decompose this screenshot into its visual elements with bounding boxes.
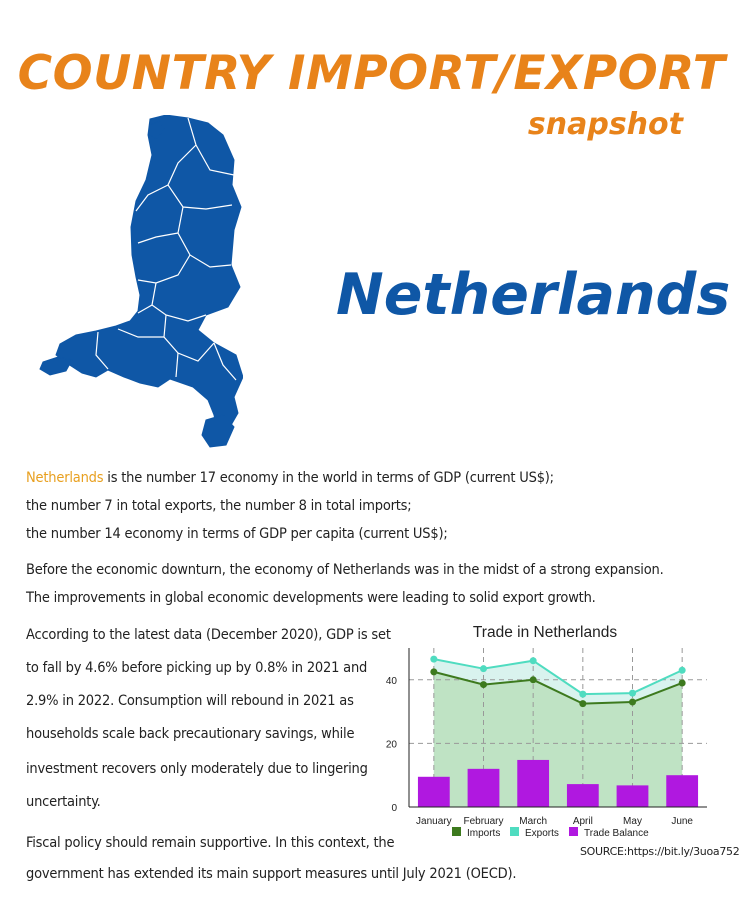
y-tick-label: 20: [385, 739, 397, 751]
imports-point: [430, 668, 437, 675]
x-tick-label: April: [572, 816, 593, 827]
imports-point: [679, 679, 686, 686]
exports-point: [579, 691, 586, 698]
outlook-line-5: investment recovers only moderately due to lingering: [26, 761, 368, 777]
chart-title: Trade in Netherlands: [472, 624, 618, 641]
x-tick-label: March: [519, 816, 548, 827]
legend-swatch: [452, 827, 461, 836]
legend-label: Imports: [467, 828, 501, 839]
legend-swatch: [510, 827, 519, 836]
y-tick-label: 40: [385, 675, 397, 687]
outlook-line-2: to fall by 4.6% before picking up by 0.8% in 2021 and: [26, 660, 368, 676]
imports-point: [579, 700, 586, 707]
fiscal-line-1: Fiscal policy should remain supportive. In this context, the: [26, 835, 395, 851]
map-island-south: [40, 357, 72, 375]
imports-point: [530, 676, 537, 683]
imports-point: [629, 699, 636, 706]
intro-line-1: [26, 470, 554, 486]
source-note: SOURCE:https://bit.ly/3uoa752: [580, 845, 740, 858]
intro-line-2: the number 7 in total exports, the number 8 in total imports;: [26, 498, 412, 514]
map-mainland: [56, 115, 243, 433]
trade-balance-bar: [468, 769, 500, 807]
intro-line-3: the number 14 economy in terms of GDP per capita (current US$);: [26, 526, 448, 542]
trade-balance-bar: [617, 785, 649, 807]
fiscal-line-2: government has extended its main support measures until July 2021 (OECD).: [26, 866, 517, 882]
x-tick-label: May: [623, 816, 642, 827]
country-highlight: Netherlands: [26, 470, 104, 486]
intro-line-1-rest: is the number 17 economy in the world in terms of GDP (current US$);: [103, 470, 554, 486]
exports-point: [679, 667, 686, 674]
exports-point: [430, 656, 437, 663]
trade-chart: [372, 640, 717, 845]
x-tick-label: February: [463, 816, 504, 827]
legend-label: Trade Balance: [584, 828, 649, 839]
netherlands-map: [38, 115, 243, 450]
legend-label: Exports: [525, 828, 559, 839]
page-title: COUNTRY IMPORT/EXPORT: [17, 46, 726, 101]
context-line-2: The improvements in global economic developments were leading to solid export growth.: [26, 590, 596, 606]
outlook-line-3: 2.9% in 2022. Consumption will rebound in 2021 as: [26, 693, 354, 709]
exports-point: [480, 665, 487, 672]
x-tick-label: January: [416, 816, 452, 827]
outlook-line-4: households scale back precautionary savings, while: [26, 726, 355, 742]
trade-balance-bar: [517, 760, 549, 807]
y-tick-label: 0: [391, 803, 397, 814]
legend-swatch: [569, 827, 578, 836]
trade-balance-bar: [418, 777, 450, 807]
x-tick-label: June: [671, 816, 694, 827]
outlook-line-1: According to the latest data (December 2020), GDP is set: [26, 627, 391, 643]
country-name: Netherlands: [336, 262, 731, 328]
exports-point: [530, 657, 537, 664]
trade-balance-bar: [666, 775, 698, 807]
outlook-line-6: uncertainty.: [26, 794, 101, 810]
context-line-1: Before the economic downturn, the economy of Netherlands was in the midst of a strong expansion.: [26, 562, 664, 578]
exports-point: [629, 690, 636, 697]
trade-balance-bar: [567, 784, 599, 807]
imports-point: [480, 681, 487, 688]
page-subtitle: snapshot: [527, 107, 683, 142]
